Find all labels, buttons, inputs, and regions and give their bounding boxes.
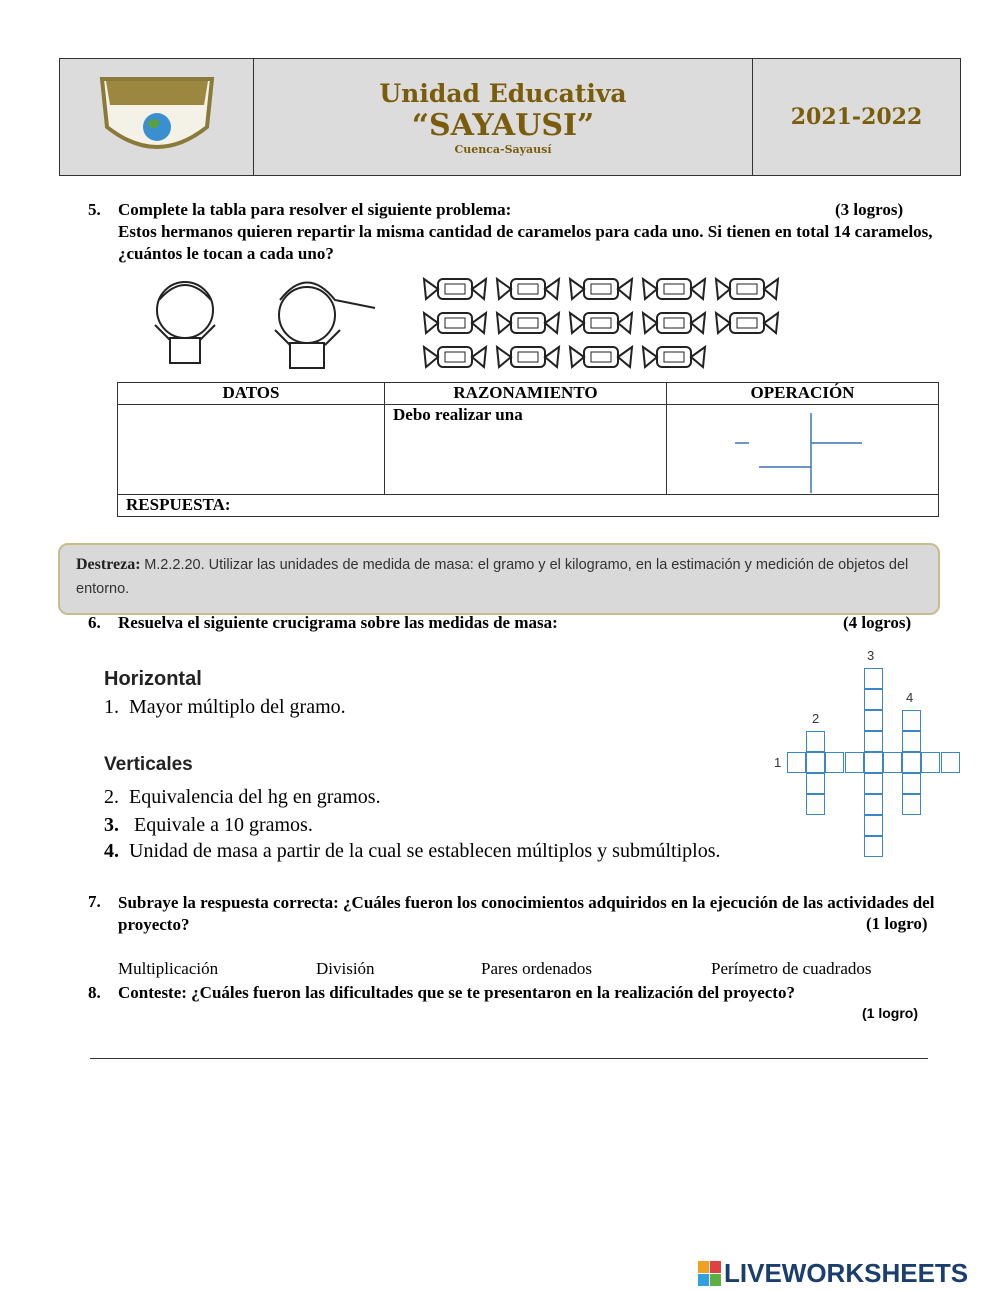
school-header [59, 58, 961, 176]
candy-icon [643, 279, 705, 299]
crossword-cell[interactable] [787, 752, 806, 773]
crossword-cell[interactable] [864, 668, 883, 689]
crossword-cell[interactable] [902, 731, 921, 752]
crossword-cell[interactable] [864, 731, 883, 752]
option-perimetro[interactable]: Perímetro de cuadrados [711, 959, 872, 978]
school-name [254, 59, 753, 175]
crossword-cell[interactable] [806, 773, 825, 794]
liveworksheets-logo [698, 1258, 968, 1289]
crossword-cell[interactable] [864, 710, 883, 731]
division-bracket-icon [727, 405, 927, 493]
crossword-cell[interactable] [806, 731, 825, 752]
candy-icon [497, 279, 559, 299]
candy-icon [570, 313, 632, 333]
candy-icon [643, 347, 705, 367]
clue-number: 2. [104, 786, 119, 808]
crossword-cell[interactable] [806, 794, 825, 815]
header-razonamiento: RAZONAMIENTO [385, 383, 667, 405]
header-operacion: OPERACIÓN [667, 383, 939, 405]
candy-icon [424, 279, 486, 299]
school-shield-icon [92, 67, 222, 167]
candy-icon [497, 347, 559, 367]
operacion-cell[interactable] [667, 405, 939, 495]
option-pares-ordenados[interactable]: Pares ordenados [481, 959, 592, 978]
candy-icon [497, 313, 559, 333]
crossword-cell[interactable] [864, 773, 883, 794]
option-multiplicacion[interactable]: Multiplicación [118, 959, 219, 978]
q6-points: (4 logros) [843, 613, 912, 632]
liveworksheets-icon [698, 1261, 722, 1287]
school-logo [60, 59, 254, 175]
clue-text: Mayor múltiplo del gramo. [129, 696, 346, 718]
crossword-cell[interactable] [941, 752, 960, 773]
crossword-cell[interactable] [902, 752, 921, 773]
crossword-cell[interactable] [902, 710, 921, 731]
q5-problem: Estos hermanos quieren repartir la misma cantidad de caramelos para cada uno. Si tienen en total 14 caramelos, ¿cuántos le tocan a cada uno? [118, 222, 933, 263]
crossword-cell[interactable] [902, 773, 921, 794]
candy-icon [716, 313, 778, 333]
children-illustration [135, 270, 385, 375]
brand-text: LIVEWORKSHEETS [724, 1258, 969, 1288]
clue-number: 3. [104, 814, 119, 836]
crossword-cell[interactable] [864, 752, 883, 773]
candy-icon [424, 313, 486, 333]
crossword-cell[interactable] [806, 752, 825, 773]
clue-text: Equivalencia del hg en gramos. [129, 786, 381, 808]
q7-number: 7. [88, 892, 101, 911]
crossword-cell[interactable] [902, 794, 921, 815]
crossword-cell[interactable] [845, 752, 864, 773]
q7-points: (1 logro) [866, 914, 928, 933]
candy-icon [643, 313, 705, 333]
crossword-cell[interactable] [921, 752, 940, 773]
destreza-label: Destreza: [76, 556, 141, 573]
q5-prompt: Complete la tabla para resolver el siguiente problema: [118, 200, 512, 219]
answer-row[interactable] [118, 495, 939, 517]
clue-number: 4. [104, 840, 119, 862]
crossword-cell[interactable] [864, 689, 883, 710]
clue-number: 1. [104, 696, 119, 718]
q8-answer-line[interactable] [90, 1058, 928, 1059]
horizontal-title: Horizontal [104, 668, 202, 690]
q5-number: 5. [88, 200, 101, 219]
candy-icon [716, 279, 778, 299]
clue-text: Unidad de masa a partir de la cual se establecen múltiplos y submúltiplos. [129, 840, 721, 862]
crossword-cell[interactable] [825, 752, 844, 773]
q8-number: 8. [88, 983, 101, 1002]
candies-illustration [415, 270, 795, 375]
q5-table [117, 382, 939, 517]
razonamiento-cell[interactable] [385, 405, 667, 495]
answer-label: RESPUESTA: [126, 495, 231, 514]
vertical-title: Verticales [104, 754, 193, 775]
clue-label-4: 4 [906, 690, 914, 705]
option-division[interactable]: División [316, 959, 375, 978]
q6-prompt: Resuelva el siguiente crucigrama sobre las medidas de masa: [118, 613, 558, 632]
clue-label-1: 1 [774, 755, 782, 770]
q5-points: (3 logros) [835, 200, 904, 219]
header-datos: DATOS [118, 383, 385, 405]
school-year [753, 59, 960, 175]
clue-label-2: 2 [812, 711, 820, 726]
year-text: 2021-2022 [790, 104, 923, 130]
school-location: Cuenca-Sayausí [454, 142, 552, 156]
crossword-cell[interactable] [864, 836, 883, 857]
school-name-text: “SAYAUSI” [411, 107, 595, 143]
q6-number: 6. [88, 613, 101, 632]
crossword-cell[interactable] [864, 794, 883, 815]
candy-icon [570, 279, 632, 299]
destreza-text: M.2.2.20. Utilizar las unidades de medida de masa: el gramo y el kilogramo, en la estimación y medición de objetos del entorno. [76, 557, 909, 597]
crossword-cell[interactable] [864, 815, 883, 836]
candy-icon [424, 347, 486, 367]
q7-prompt: Subraye la respuesta correcta: ¿Cuáles fueron los conocimientos adquiridos en la ejecución de las actividades del proyecto? [118, 893, 935, 934]
crossword-cell[interactable] [883, 752, 902, 773]
reasoning-text: Debo realizar una [393, 405, 523, 424]
destreza-box [58, 543, 940, 615]
q8-prompt: Conteste: ¿Cuáles fueron las dificultades que se te presentaron en la realización del proyecto? [118, 983, 795, 1002]
clue-label-3: 3 [867, 648, 875, 663]
datos-cell[interactable] [118, 405, 385, 495]
q8-points: (1 logro) [862, 1005, 918, 1021]
candy-icon [570, 347, 632, 367]
school-title: Unidad Educativa [379, 78, 627, 108]
clue-text: Equivale a 10 gramos. [134, 814, 313, 836]
